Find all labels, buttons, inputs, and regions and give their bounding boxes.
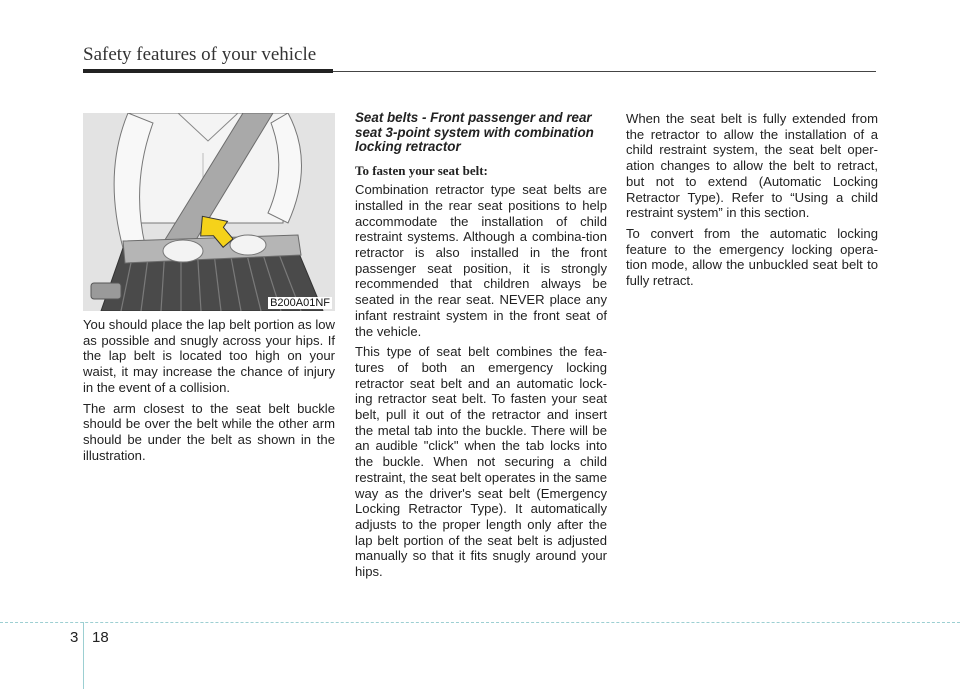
page-header-title: Safety features of your vehicle bbox=[83, 44, 317, 65]
header-rule-thin bbox=[333, 71, 876, 72]
figure-code: B200A01NF bbox=[270, 297, 330, 309]
fasten-heading: To fasten your seat belt: bbox=[355, 162, 488, 178]
header-rule-thick bbox=[83, 69, 333, 73]
illustration-drawing bbox=[83, 113, 335, 311]
col2-paragraph-2: This type of seat belt combines the fea-tures of both an emergency locking retractor seat belt and an automatic lock-ing retractor seat belt. To fasten your seat belt, pull it out of the retractor and insert the metal tab into the buckle. There will be an audible "click" when the tab locks into the buckle. When not securing a child restraint, the seat belt operates in the same way as the driver's seat belt (Emergency Locking Retractor Type). It automatically adjusts to the proper length only after the lap belt portion of the seat belt is adjusted manually so that it fits snugly around your hips. bbox=[355, 344, 607, 580]
column-1 bbox=[83, 317, 335, 468]
column-2 bbox=[355, 111, 607, 585]
col3-paragraph-2: To convert from the automatic locking feature to the emergency locking opera-tion mode, allow the unbuckled seat belt to fully retract. bbox=[626, 225, 878, 289]
footer-divider bbox=[83, 622, 84, 689]
seat-belt-illustration bbox=[83, 113, 335, 311]
page-number: 18 bbox=[92, 629, 109, 646]
page-section-number: 3 bbox=[70, 629, 79, 646]
footer-rule bbox=[0, 622, 960, 623]
col2-paragraph-1: Combination retractor type seat belts are installed in the rear seat positions to help accommodate the installation of child restraint systems. Although a combina-tion retractor is also installed in the front passenger seat position, it is strongly recommended that children always be seated in the rear seat. NEVER place any infant restraint system in the front seat of the vehicle. bbox=[355, 182, 607, 339]
col1-paragraph-1: You should place the lap belt portion as low as possible and snugly across your hips. If the lap belt is located too high on your waist, it may increase the chance of injury in the event of a collision. bbox=[83, 317, 335, 395]
column-3 bbox=[626, 111, 878, 294]
section-subheading: Seat belts - Front passenger and rear seat 3-point system with combination locking retractor bbox=[355, 110, 594, 154]
col1-paragraph-2: The arm closest to the seat belt buckle should be over the belt while the other arm should be under the belt as shown in the illustration. bbox=[83, 400, 335, 463]
col3-paragraph-1: When the seat belt is fully extended from the retractor to allow the installation of a child restraint system, the seat belt oper-ation changes to allow the belt to retract, but not to extend (Automatic Locking Retractor Type). Refer to “Using a child restraint system” in this section. bbox=[626, 111, 878, 221]
